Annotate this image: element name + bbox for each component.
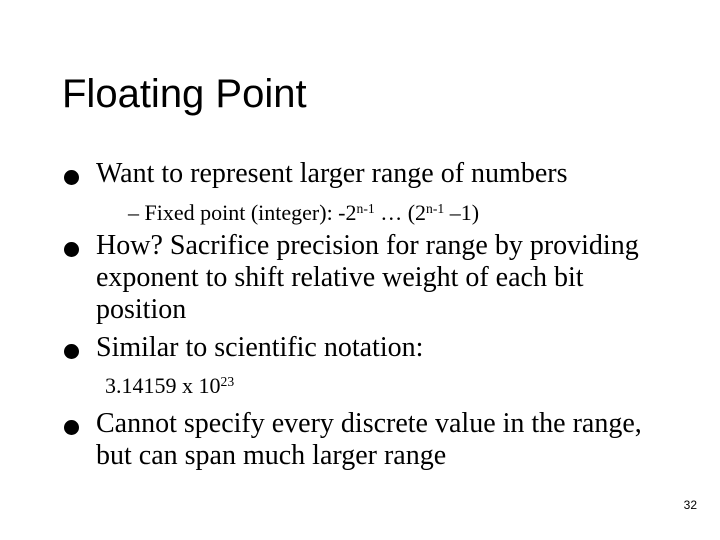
sub-bullet-exponent-2: n-1 [426, 200, 445, 216]
bullet-1: Want to represent larger range of numbers [96, 158, 568, 189]
bullet-dot-icon [64, 420, 79, 435]
scientific-exponent: 23 [220, 373, 235, 389]
slide-title: Floating Point [62, 72, 307, 116]
bullet-4: Cannot specify every discrete value in the range, but can span much larger range [96, 408, 642, 471]
scientific-base: 3.14159 x 10 [105, 373, 221, 398]
bullet-dot-icon [64, 344, 79, 359]
sub-bullet-fixed-point [128, 199, 479, 230]
bullet-dot-icon [64, 170, 79, 185]
bullet-dot-icon [64, 242, 79, 257]
bullet-3: Similar to scientific notation: [96, 332, 424, 363]
sub-bullet-middle: … (2 [374, 200, 427, 225]
bullet-2: How? Sacrifice precision for range by providing exponent to shift relative weight of each bit position [96, 230, 639, 325]
sub-bullet-suffix: –1) [444, 200, 480, 225]
scientific-notation-example [105, 372, 234, 403]
page-number: 32 [683, 498, 697, 512]
sub-bullet-prefix: – Fixed point (integer): -2 [128, 200, 357, 225]
sub-bullet-exponent-1: n-1 [356, 200, 375, 216]
